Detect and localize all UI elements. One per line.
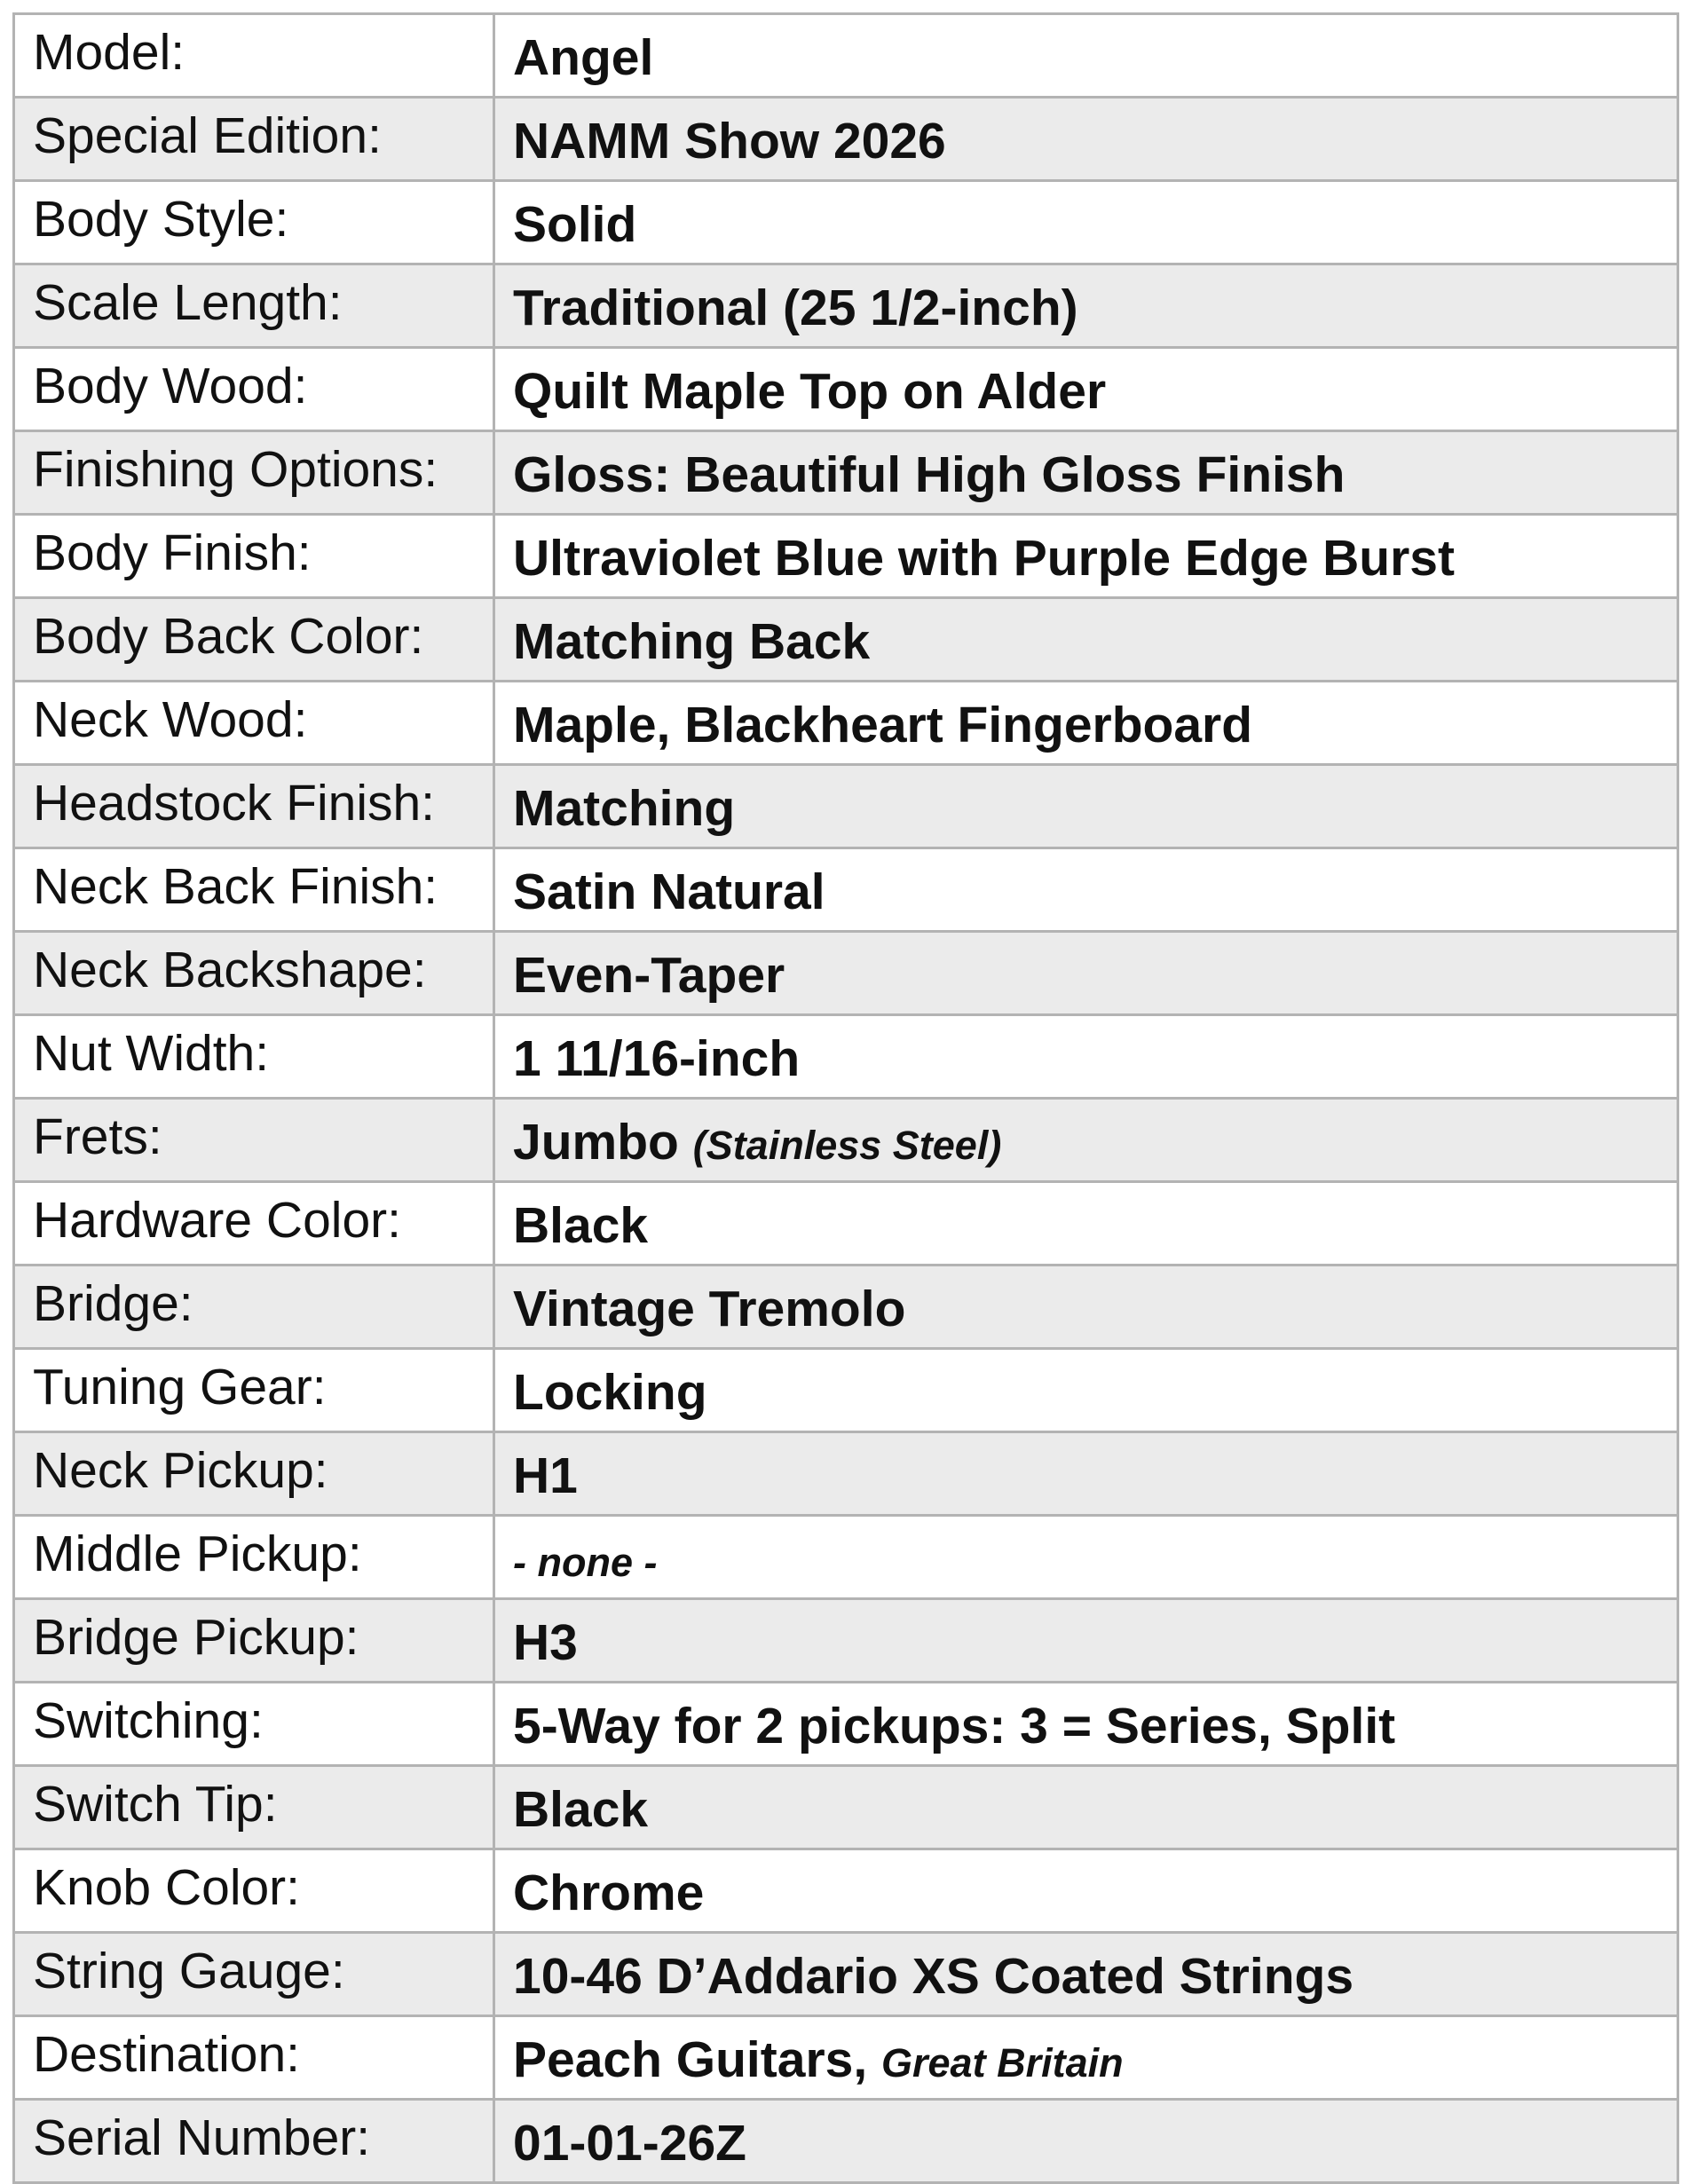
- spec-label: Headstock Finish:: [14, 765, 494, 848]
- spec-row-body-back-color: [14, 598, 1678, 682]
- spec-value: 10-46 D’Addario XS Coated Strings: [494, 1933, 1678, 2016]
- spec-label: Body Back Color:: [14, 598, 494, 682]
- spec-label: String Gauge:: [14, 1933, 494, 2016]
- spec-row-special-edition: [14, 98, 1678, 181]
- spec-label: Bridge:: [14, 1265, 494, 1349]
- spec-value: H1: [494, 1432, 1678, 1516]
- spec-label: Switch Tip:: [14, 1766, 494, 1849]
- spec-row-knob-color: [14, 1849, 1678, 1933]
- spec-row-bridge: [14, 1265, 1678, 1349]
- spec-label: Body Wood:: [14, 348, 494, 431]
- spec-value: Chrome: [494, 1849, 1678, 1933]
- spec-row-neck-pickup: [14, 1432, 1678, 1516]
- spec-value: Angel: [494, 14, 1678, 98]
- spec-value: [494, 1099, 1678, 1182]
- spec-value: [494, 1516, 1678, 1599]
- spec-label: Scale Length:: [14, 264, 494, 348]
- spec-row-neck-backshape: [14, 932, 1678, 1015]
- spec-row-switch-tip: [14, 1766, 1678, 1849]
- spec-row-scale-length: [14, 264, 1678, 348]
- spec-value: Black: [494, 1766, 1678, 1849]
- spec-row-headstock-finish: [14, 765, 1678, 848]
- spec-row-middle-pickup: [14, 1516, 1678, 1599]
- spec-value: Black: [494, 1182, 1678, 1265]
- spec-label: Model:: [14, 14, 494, 98]
- spec-value: Matching Back: [494, 598, 1678, 682]
- spec-table: [12, 12, 1679, 2184]
- spec-value: H3: [494, 1599, 1678, 1683]
- spec-row-frets: [14, 1099, 1678, 1182]
- spec-value: Even-Taper: [494, 932, 1678, 1015]
- spec-value: Gloss: Beautiful High Gloss Finish: [494, 431, 1678, 515]
- spec-row-neck-wood: [14, 682, 1678, 765]
- spec-value: Ultraviolet Blue with Purple Edge Burst: [494, 515, 1678, 598]
- spec-value-note: Great Britain: [881, 2039, 1124, 2085]
- spec-value: Locking: [494, 1349, 1678, 1432]
- spec-row-model: [14, 14, 1678, 98]
- spec-label: Nut Width:: [14, 1015, 494, 1099]
- spec-value: 01-01-26Z: [494, 2100, 1678, 2183]
- spec-label: Destination:: [14, 2016, 494, 2100]
- spec-label: Neck Pickup:: [14, 1432, 494, 1516]
- spec-value: Quilt Maple Top on Alder: [494, 348, 1678, 431]
- spec-row-neck-back-finish: [14, 848, 1678, 932]
- spec-value-main: Jumbo: [513, 1113, 679, 1171]
- spec-row-serial-number: [14, 2100, 1678, 2183]
- spec-label: Hardware Color:: [14, 1182, 494, 1265]
- spec-row-finishing-options: [14, 431, 1678, 515]
- spec-label: Body Style:: [14, 181, 494, 264]
- spec-row-switching: [14, 1683, 1678, 1766]
- spec-label: Finishing Options:: [14, 431, 494, 515]
- spec-row-hardware-color: [14, 1182, 1678, 1265]
- spec-row-string-gauge: [14, 1933, 1678, 2016]
- spec-value-note: (Stainless Steel): [692, 1122, 1002, 1168]
- spec-label: Bridge Pickup:: [14, 1599, 494, 1683]
- spec-value: Satin Natural: [494, 848, 1678, 932]
- spec-label: Neck Back Finish:: [14, 848, 494, 932]
- spec-row-body-wood: [14, 348, 1678, 431]
- spec-label: Special Edition:: [14, 98, 494, 181]
- spec-label: Tuning Gear:: [14, 1349, 494, 1432]
- spec-value: 5-Way for 2 pickups: 3 = Series, Split: [494, 1683, 1678, 1766]
- spec-row-destination: [14, 2016, 1678, 2100]
- spec-value: Maple, Blackheart Fingerboard: [494, 682, 1678, 765]
- spec-value-none: - none -: [513, 1539, 658, 1585]
- spec-label: Frets:: [14, 1099, 494, 1182]
- spec-label: Neck Backshape:: [14, 932, 494, 1015]
- spec-label: Switching:: [14, 1683, 494, 1766]
- spec-label: Neck Wood:: [14, 682, 494, 765]
- spec-label: Knob Color:: [14, 1849, 494, 1933]
- spec-value: Vintage Tremolo: [494, 1265, 1678, 1349]
- spec-value: [494, 2016, 1678, 2100]
- spec-row-body-style: [14, 181, 1678, 264]
- spec-value: Matching: [494, 765, 1678, 848]
- spec-label: Body Finish:: [14, 515, 494, 598]
- spec-row-bridge-pickup: [14, 1599, 1678, 1683]
- spec-value: Solid: [494, 181, 1678, 264]
- spec-label: Serial Number:: [14, 2100, 494, 2183]
- spec-value-main: Peach Guitars,: [513, 2030, 868, 2088]
- spec-row-body-finish: [14, 515, 1678, 598]
- spec-label: Middle Pickup:: [14, 1516, 494, 1599]
- spec-value: 1 11/16-inch: [494, 1015, 1678, 1099]
- spec-value: Traditional (25 1/2-inch): [494, 264, 1678, 348]
- spec-row-nut-width: [14, 1015, 1678, 1099]
- spec-row-tuning-gear: [14, 1349, 1678, 1432]
- spec-value: NAMM Show 2026: [494, 98, 1678, 181]
